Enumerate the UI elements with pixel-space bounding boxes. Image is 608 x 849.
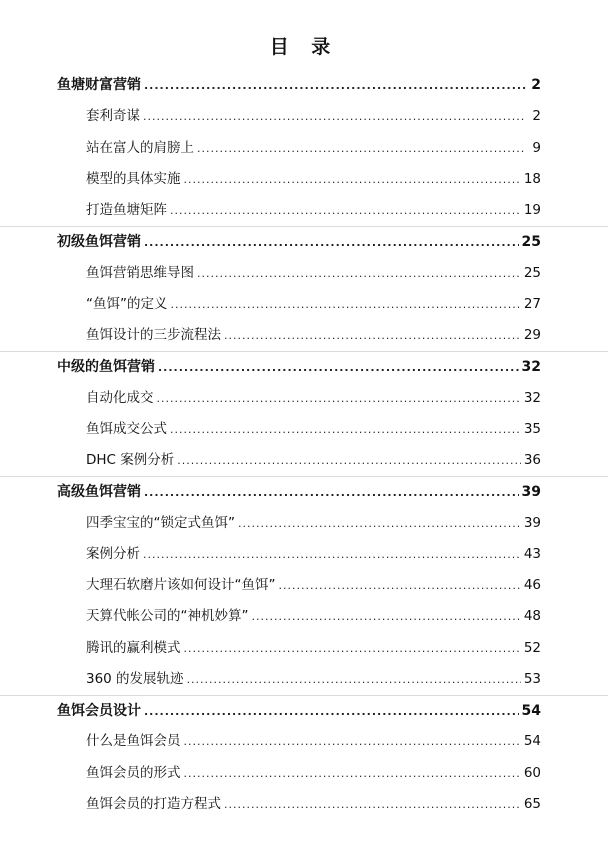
toc-entry-title: 模型的具体实施 — [86, 170, 181, 187]
toc-dot-leader — [144, 227, 519, 258]
toc-dot-leader — [197, 258, 521, 289]
toc-dot-leader — [197, 133, 526, 164]
toc-dot-leader — [158, 352, 519, 383]
toc-chapter-entry[interactable] — [0, 226, 608, 257]
toc-page-number: 48 — [523, 608, 541, 625]
toc-dot-leader — [184, 633, 521, 664]
toc-chapter-entry[interactable] — [0, 70, 608, 101]
toc-chapter-entry[interactable] — [0, 476, 608, 507]
toc-page-number: 54 — [521, 703, 541, 719]
toc-entry-title: 套利奇谋 — [86, 108, 140, 125]
toc-entry-title: “鱼饵”的定义 — [86, 295, 168, 312]
toc-entry-title: 腾讯的赢利模式 — [86, 639, 181, 656]
toc-section-entry[interactable] — [0, 258, 608, 289]
toc-dot-leader — [187, 664, 521, 695]
toc-section-entry[interactable] — [0, 726, 608, 757]
toc-entry-title: 360 的发展轨迹 — [86, 670, 184, 687]
toc-section-entry[interactable] — [0, 445, 608, 476]
toc-page-number: 18 — [523, 170, 541, 187]
toc-entry-title: 四季宝宝的“锁定式鱼饵” — [86, 514, 235, 531]
toc-section-entry[interactable] — [0, 320, 608, 351]
toc-page-number: 43 — [523, 545, 541, 562]
page-title: 目 录 — [269, 36, 339, 58]
toc-dot-leader — [144, 696, 519, 727]
toc-entry-title: 高级鱼饵营销 — [57, 484, 141, 501]
toc-dot-leader — [170, 414, 521, 445]
toc-dot-leader — [238, 508, 521, 539]
toc-page-number: 36 — [523, 452, 541, 468]
toc-page-number: 39 — [523, 514, 541, 531]
toc-entry-title: 中级的鱼饵营销 — [57, 359, 155, 376]
toc-page-number: 29 — [523, 327, 541, 343]
toc-dot-leader — [170, 195, 521, 226]
toc-page-number: 35 — [523, 420, 541, 437]
toc-page-number: 25 — [523, 264, 541, 281]
toc-section-entry[interactable] — [0, 414, 608, 445]
toc-entry-title: 什么是鱼饵会员 — [86, 733, 181, 750]
toc-entry-title: 自动化成交 — [86, 389, 154, 406]
toc-page-number: 9 — [532, 139, 541, 156]
toc-entry-title: 鱼饵营销思维导图 — [86, 264, 194, 281]
toc-dot-leader — [143, 539, 521, 570]
toc-section-entry[interactable] — [0, 289, 608, 320]
toc-entry-title: DHC 案例分析 — [86, 452, 175, 468]
toc-entry-title: 鱼塘财富营销 — [57, 77, 141, 93]
toc-page-number: 32 — [521, 359, 541, 376]
toc-entry-title: 大理石软磨片该如何设计“鱼饵” — [86, 577, 276, 593]
toc-section-entry[interactable] — [0, 101, 608, 132]
toc-dot-leader — [279, 570, 521, 601]
toc-page-number: 65 — [523, 795, 541, 812]
toc-chapter-entry[interactable] — [0, 351, 608, 382]
toc-page-number: 2 — [532, 108, 541, 125]
toc-section-entry[interactable] — [0, 508, 608, 539]
toc-page-number: 19 — [523, 202, 541, 218]
toc-dot-leader — [184, 726, 521, 757]
toc-entry-title: 天算代帐公司的“神机妙算” — [86, 608, 249, 625]
toc-dot-leader — [143, 101, 526, 132]
toc-section-entry[interactable] — [0, 664, 608, 695]
toc-page-number: 46 — [523, 577, 541, 593]
toc-dot-leader — [144, 477, 519, 508]
toc-entry-title: 初级鱼饵营销 — [57, 234, 141, 251]
toc-entry-title: 鱼饵会员的打造方程式 — [86, 795, 221, 812]
toc-dot-leader — [224, 789, 521, 820]
table-of-contents — [0, 70, 608, 820]
toc-page-number: 27 — [523, 295, 541, 312]
toc-dot-leader — [157, 383, 521, 414]
toc-page-number: 39 — [521, 484, 541, 501]
toc-section-entry[interactable] — [0, 633, 608, 664]
toc-section-entry[interactable] — [0, 164, 608, 195]
toc-page-number: 60 — [523, 764, 541, 781]
toc-page-number: 32 — [523, 389, 541, 406]
toc-section-entry[interactable] — [0, 133, 608, 164]
toc-dot-leader — [184, 164, 521, 195]
toc-entry-title: 鱼饵会员的形式 — [86, 764, 181, 781]
toc-dot-leader — [144, 70, 526, 101]
toc-dot-leader — [252, 601, 521, 632]
toc-entry-title: 鱼饵会员设计 — [57, 703, 141, 719]
toc-entry-title: 站在富人的肩膀上 — [86, 139, 194, 156]
toc-section-entry[interactable] — [0, 789, 608, 820]
toc-section-entry[interactable] — [0, 383, 608, 414]
toc-section-entry[interactable] — [0, 539, 608, 570]
toc-chapter-entry[interactable] — [0, 695, 608, 726]
toc-section-entry[interactable] — [0, 570, 608, 601]
toc-dot-leader — [184, 758, 521, 789]
toc-entry-title: 案例分析 — [86, 545, 140, 562]
toc-section-entry[interactable] — [0, 195, 608, 226]
toc-dot-leader — [224, 320, 521, 351]
toc-entry-title: 打造鱼塘矩阵 — [86, 202, 167, 218]
toc-section-entry[interactable] — [0, 601, 608, 632]
toc-page-number: 25 — [521, 234, 541, 251]
toc-dot-leader — [171, 289, 521, 320]
toc-page-number: 53 — [523, 670, 541, 687]
toc-entry-title: 鱼饵成交公式 — [86, 420, 167, 437]
toc-page-number: 52 — [523, 639, 541, 656]
toc-entry-title: 鱼饵设计的三步流程法 — [86, 327, 221, 343]
toc-section-entry[interactable] — [0, 758, 608, 789]
toc-page-number: 54 — [523, 733, 541, 750]
toc-dot-leader — [177, 445, 521, 476]
toc-page-number: 2 — [531, 77, 541, 93]
